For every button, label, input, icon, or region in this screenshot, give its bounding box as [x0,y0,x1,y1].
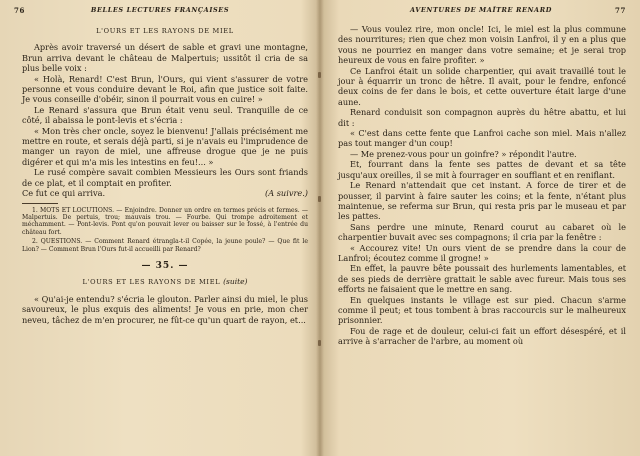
paragraph: « Mon très cher oncle, soyez le bienvenu! J'allais précisément me mettre en route, et serais déjà parti, si je n'avais eu l'imprudence de manger un rayon de miel, une affreuse drogue que je ne puis digérer et qui m'a mis les intestins en feu!... » [22,125,308,167]
paragraph: Ce Lanfroi était un solide charpentier, qui avait travaillé tout le jour à équarrir un tronc de hêtre. Il avait, pour le fendre, enfoncé deux coins de fer dans le bois, et cette ouverture était large d'une aune. [338,65,626,107]
binding-stitch [318,340,321,346]
paragraph: « Accourez vite! Un ours vient de se prendre dans la cour de Lanfroi; écoutez comme il grogne! » [338,242,626,263]
footnote-vocabulary: 1. MOTS ET LOCUTIONS. — Enjoindre. Donner un ordre en termes précis et fermes. — Malpertuis. De pertuis, trou; mauvais trou. — Fourbe. Qui trompe adroitement et méchamment. — Pont-levis. Pont qu'on pouvait lever ou baisser sur le fossé, à l'entrée du château fort. [22,206,308,236]
binding-stitch [318,196,321,202]
paragraph: Le Renard n'attendait que cet instant. A force de tirer et de pousser, il parvint à faire sauter les coins; et la fente, n'étant plus maintenue, se referma sur Brun, qui resta pris par le museau et par les pattes. [338,180,626,222]
left-running-title: BELLES LECTURES FRANÇAISES [90,6,230,14]
continuation-text: Ce fut ce qui arriva. [22,188,106,199]
paragraph: Sans perdre une minute, Renard courut au cabaret où le charpentier buvait avec ses compagnons; il cria par la fenêtre : [338,221,626,243]
right-page-number: 77 [615,6,626,15]
footnotes [22,207,308,253]
paragraph: « Holà, Renard! C'est Brun, l'Ours, qui vient s'assurer de votre personne et vous conduire devant le Roi, afin que justice soit faite. Je vous conseille d'obéir, sinon il pourrait vous en cuire! » [22,73,308,105]
paragraph: Renard conduisit son compagnon auprès du hêtre abattu, et lui dit : [338,107,626,128]
left-text-block [22,26,308,325]
section-subtitle: (suite) [223,277,248,287]
paragraph: — Me prenez-vous pour un goinfre? » répondit l'autre. [350,148,577,159]
footnote-questions: 2. QUESTIONS. — Comment Renard étrangla-t-il Copée, la jeune poule? — Que fit le Lion? — Comment Brun l'Ours fut-il accueilli par Renard? [22,238,308,253]
section-number: — 35. — [141,260,189,271]
section-title-text: L'OURS ET LES RAYONS DE MIEL [82,278,221,287]
to-be-continued: (A suivre.) [265,188,308,199]
left-running-header [14,6,306,18]
left-page-number: 76 [14,6,25,15]
footnote-divider [22,203,58,204]
paragraph: — Vous voulez rire, mon oncle! Ici, le miel est la plus commune des nourritures; rien que chez mon voisin Lanfroi, il y en a plus que vous ne pourriez en manger dans votre semaine; et je serai trop heureux de vous en faire profiter. » [338,24,626,66]
right-text-block [338,24,626,347]
section-title [22,277,308,287]
right-page [322,0,640,456]
binding-stitch [318,72,321,78]
paragraph: En quelques instants le village est sur pied. Chacun s'arme comme il peut; et tous tombent à bras raccourcis sur le malheureux prisonnier. [338,294,626,326]
right-running-title: AVENTURES DE MAÎTRE RENARD [410,6,552,14]
paragraph: Et, fourrant dans la fente ses pattes de devant et sa tête jusqu'aux oreilles, il se mit à fourrager en soufflant et en reniflant. [338,159,626,180]
paragraph: En effet, la pauvre bête poussait des hurlements lamentables, et de ses pieds de derrière grattait le sable avec fureur. Mais tous ses efforts ne faisaient que le mettre en sang. [338,263,626,295]
continuation-line [22,188,308,198]
paragraph: Le Renard s'assura que Brun était venu seul. Tranquille de ce côté, il abaissa le pont-levis et s'écria : [22,104,308,126]
paragraph: « C'est dans cette fente que Lanfroi cache son miel. Mais n'allez pas tout manger d'un coup! [338,128,626,149]
paragraph: « Qu'ai-je entendu? s'écria le glouton. Parler ainsi du miel, le plus savoureux, le plus exquis des aliments! Je vous en prie, mon cher neveu, tâchez de m'en procurer, ne fût-ce qu'un quart de rayon, et... [22,293,308,325]
right-running-header [336,6,626,18]
paragraph: Fou de rage et de douleur, celui-ci fait un effort désespéré, et il arrive à s'arracher de l'arbre, au moment où [338,325,626,347]
section-title: L'OURS ET LES RAYONS DE MIEL [96,27,234,35]
paragraph: Le rusé compère savait combien Messieurs les Ours sont friands de ce plat, et il comptait en profiter. [22,167,308,188]
paragraph: Après avoir traversé un désert de sable et gravi une montagne, Brun arriva devant le château de Malpertuis; ussitôt il cria de sa plus belle voix : [22,42,308,74]
